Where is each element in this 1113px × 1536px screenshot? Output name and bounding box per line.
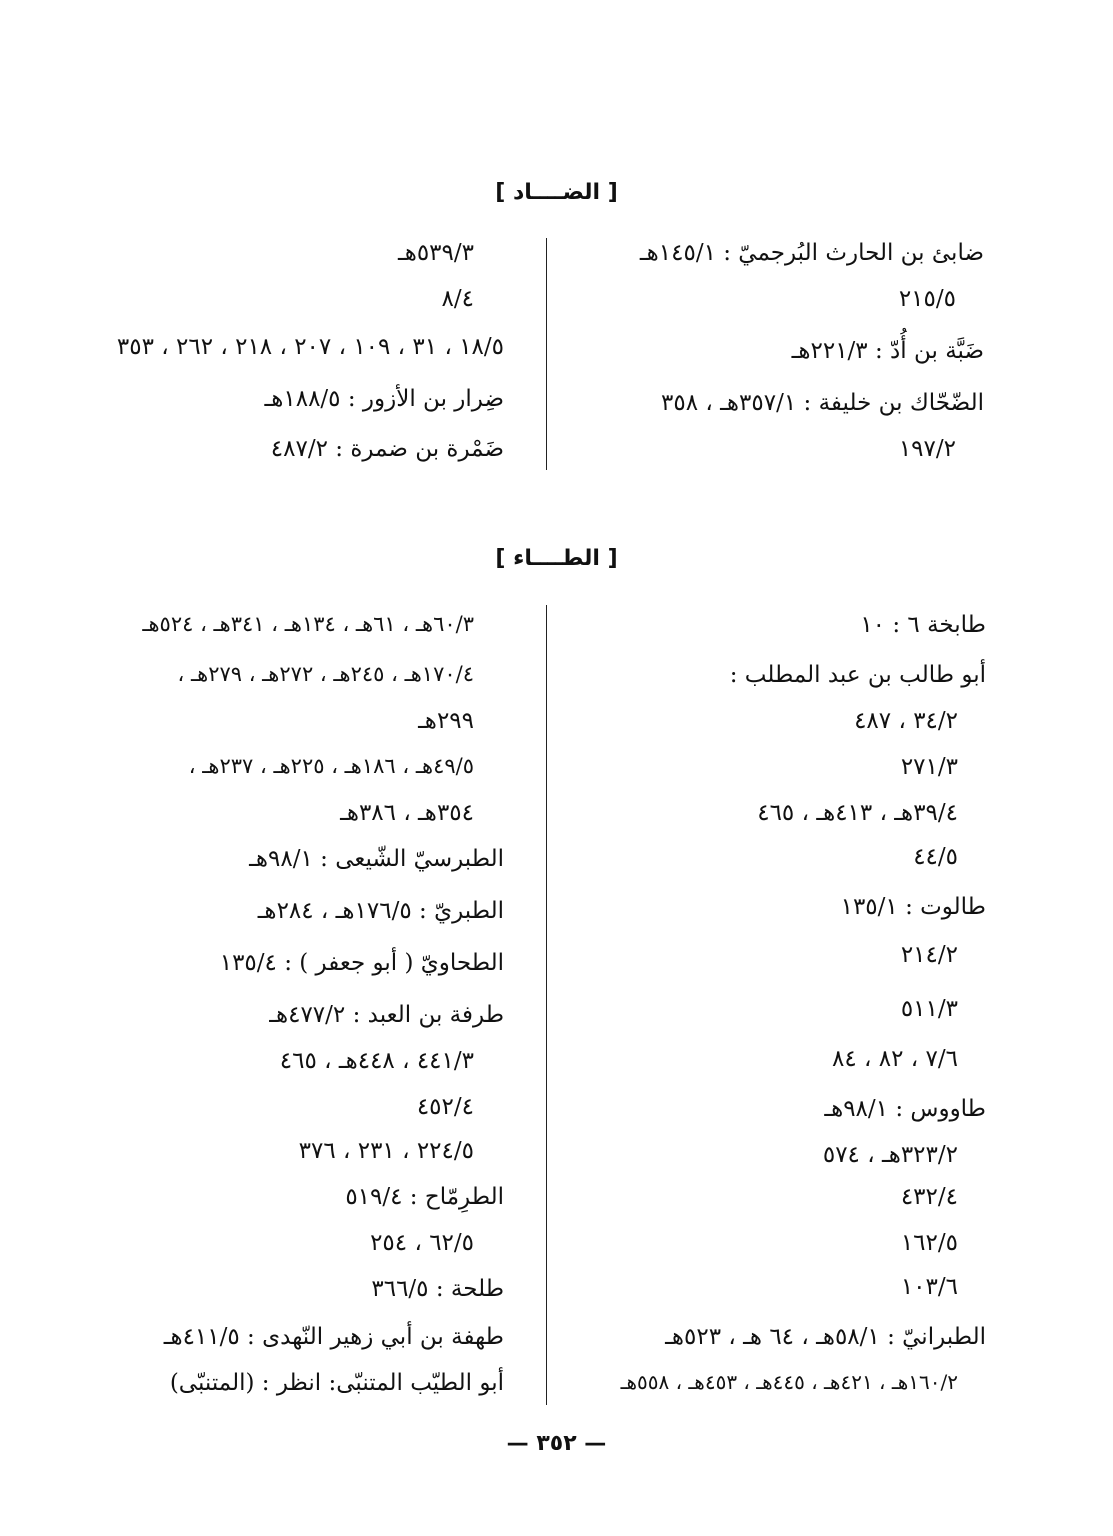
index-entry: ١٨/٥ ، ٣١ ، ١٠٩ ، ٢٠٧ ، ٢١٨ ، ٢٦٢ ، ٣٥٣: [116, 334, 504, 360]
index-entry: ٢٢٤/٥ ، ٢٣١ ، ٣٧٦: [298, 1138, 474, 1164]
index-entry: طابخة ٦ : ١٠: [860, 612, 986, 638]
index-entry: الطحاويّ ( أبو جعفر ) : ١٣٥/٤: [219, 950, 504, 976]
index-entry: طالوت : ١٣٥/١: [840, 894, 986, 920]
index-entry: ٢١٤/٢: [900, 942, 958, 968]
index-entry: ٤٤/٥: [913, 844, 958, 870]
index-entry: ٤٩/٥هـ ، ١٨٦هـ ، ٢٢٥هـ ، ٢٣٧هـ ،: [188, 754, 474, 778]
index-entry: أبو الطيّب المتنبّى: انظر : (المتنبّى): [169, 1370, 504, 1396]
index-entry: ١٠٣/٦: [900, 1274, 958, 1300]
index-entry: ٤٤١/٣ ، ٤٤٨هـ ، ٤٦٥: [279, 1048, 474, 1074]
index-entry: ضابئ بن الحارث البُرجميّ : ١٤٥/١هـ: [639, 240, 984, 266]
index-entry: الطبرسيّ الشّيعى : ٩٨/١هـ: [249, 846, 504, 872]
index-entry: ٢١٥/٥: [898, 286, 956, 312]
index-entry: ٣٥٤هـ ، ٣٨٦هـ: [340, 800, 474, 826]
index-entry: طلحة : ٣٦٦/٥: [371, 1276, 504, 1302]
index-entry: الطبرانيّ : ٥٨/١هـ ، ٦٤ هـ ، ٥٢٣هـ: [665, 1324, 986, 1350]
page-number: — ٣٥٢ —: [506, 1431, 607, 1456]
column-divider: [546, 238, 547, 470]
index-entry: ٢٩٩هـ: [418, 708, 474, 734]
index-entry: أبو طالب بن عبد المطلب :: [729, 662, 986, 688]
index-entry: ١٦٢/٥: [900, 1230, 958, 1256]
index-entry: طهفة بن أبي زهير النّهدى : ٤١١/٥هـ: [163, 1324, 504, 1350]
dad-right-column: [560, 240, 984, 480]
index-entry: ضِرار بن الأزور : ١٨٨/٥هـ: [264, 386, 504, 412]
index-entry: ٦٠/٣هـ ، ٦١هـ ، ١٣٤هـ ، ٣٤١هـ ، ٥٢٤هـ: [142, 612, 474, 636]
index-entry: ٤٣٢/٤: [900, 1184, 958, 1210]
index-entry: ضَمْرة بن ضمرة : ٤٨٧/٢: [270, 436, 504, 462]
index-entry: ٤٥٢/٤: [416, 1094, 474, 1120]
index-entry: طاووس : ٩٨/١هـ: [824, 1096, 986, 1122]
section-heading-dad: [ الضــــاد ]: [495, 180, 618, 205]
taa-right-column: [560, 612, 986, 1402]
index-entry: ٥١١/٣: [900, 996, 958, 1022]
dad-left-column: [80, 240, 504, 480]
index-entry: ضَبَّة بن أُدّ : ٢٢١/٣هـ: [791, 338, 984, 364]
index-entry: الطبريّ : ١٧٦/٥هـ ، ٢٨٤هـ: [257, 898, 504, 924]
index-entry: ٦٢/٥ ، ٢٥٤: [370, 1230, 474, 1256]
index-entry: ١٦٠/٢هـ ، ٤٢١هـ ، ٤٤٥هـ ، ٤٥٣هـ ، ٥٥٨هـ: [620, 1370, 958, 1394]
index-entry: الطرِمّاح : ٥١٩/٤: [345, 1184, 504, 1210]
index-entry: ٧/٦ ، ٨٢ ، ٨٤: [832, 1046, 958, 1072]
index-entry: ٢٧١/٣: [900, 754, 958, 780]
index-entry: ٣٢٣/٢هـ ، ٥٧٤: [822, 1142, 958, 1168]
column-divider: [546, 605, 547, 1405]
index-entry: ٥٣٩/٣هـ: [397, 240, 474, 266]
taa-left-column: [80, 612, 504, 1402]
index-entry: ١٧٠/٤هـ ، ٢٤٥هـ ، ٢٧٢هـ ، ٢٧٩هـ ،: [177, 662, 474, 686]
index-entry: ٣٤/٢ ، ٤٨٧: [854, 708, 958, 734]
section-heading-taa: [ الطــــاء ]: [495, 546, 618, 571]
index-entry: الضّحّاك بن خليفة : ٣٥٧/١هـ ، ٣٥٨: [661, 390, 984, 416]
index-entry: ٣٩/٤هـ ، ٤١٣هـ ، ٤٦٥: [757, 800, 958, 826]
index-entry: ٨/٤: [441, 286, 474, 312]
index-entry: طرفة بن العبد : ٤٧٧/٢هـ: [269, 1002, 504, 1028]
index-entry: ١٩٧/٢: [898, 436, 956, 462]
